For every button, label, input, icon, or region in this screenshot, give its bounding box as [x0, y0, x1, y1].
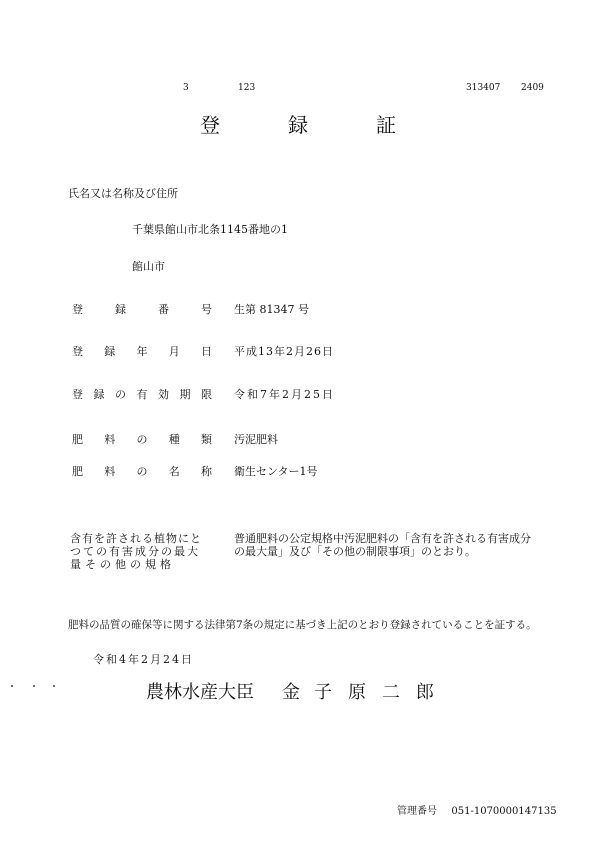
standards-value: 普通肥料の公定規格中汚泥肥料の「含有を許される有害成分 の最大量」及び「その他の制限事項」のとおり。 — [234, 532, 531, 558]
scan-dot — [11, 685, 13, 687]
issue-date: 令和4年2月24日 — [93, 653, 194, 666]
fertilizer-name-label: 肥 料 の 名 称 — [72, 465, 212, 478]
signatory-title: 農林水産大臣 — [146, 682, 254, 703]
reg-date-value: 平成13年2月26日 — [234, 345, 334, 358]
reg-number-label: 登 録 番 号 — [72, 303, 212, 316]
management-number-value: 051-1070000147135 — [451, 806, 557, 817]
reg-date-label: 登 録 年 月 日 — [72, 345, 212, 358]
header-number-123: 123 — [238, 83, 256, 93]
fertilizer-type-value: 汚泥肥料 — [234, 433, 278, 446]
scan-dot — [53, 685, 55, 687]
header-number-3: 3 — [183, 83, 189, 93]
reg-number-value: 生第 81347 号 — [234, 303, 309, 316]
header-number-313407: 313407 — [466, 83, 501, 93]
valid-period-label: 登 録 の 有 効 期 限 — [72, 388, 212, 401]
applicant-name: 館山市 — [132, 260, 165, 273]
signatory-name-char-2: 子 — [314, 682, 332, 703]
title-char-1: 登 — [200, 113, 220, 137]
signatory-name-char-4: 二 — [382, 682, 400, 703]
title-char-3: 証 — [376, 113, 396, 137]
standards-label: 含有を許される植物にと つての有害成分の最大 量その他の規格 — [70, 532, 202, 571]
applicant-address: 千葉県館山市北条1145番地の1 — [132, 223, 288, 236]
scan-dot — [33, 685, 35, 687]
title-char-2: 録 — [288, 113, 308, 137]
fertilizer-name-value: 衛生センター1号 — [234, 465, 318, 478]
header-number-2409: 2409 — [521, 83, 544, 93]
management-number-label: 管理番号 — [397, 806, 437, 817]
certification-statement: 肥料の品質の確保等に関する法律第7条の規定に基づき上記のとおり登録されていることを証する。 — [68, 619, 537, 631]
signatory-name-char-3: 原 — [348, 682, 366, 703]
management-number — [397, 802, 557, 817]
signatory-name-char-1: 金 — [282, 682, 300, 703]
applicant-label: 氏名又は名称及び住所 — [68, 187, 178, 200]
fertilizer-type-label: 肥 料 の 種 類 — [72, 433, 212, 446]
signatory-name-char-5: 郎 — [416, 682, 434, 703]
valid-period-value: 令和7年2月25日 — [234, 388, 335, 401]
